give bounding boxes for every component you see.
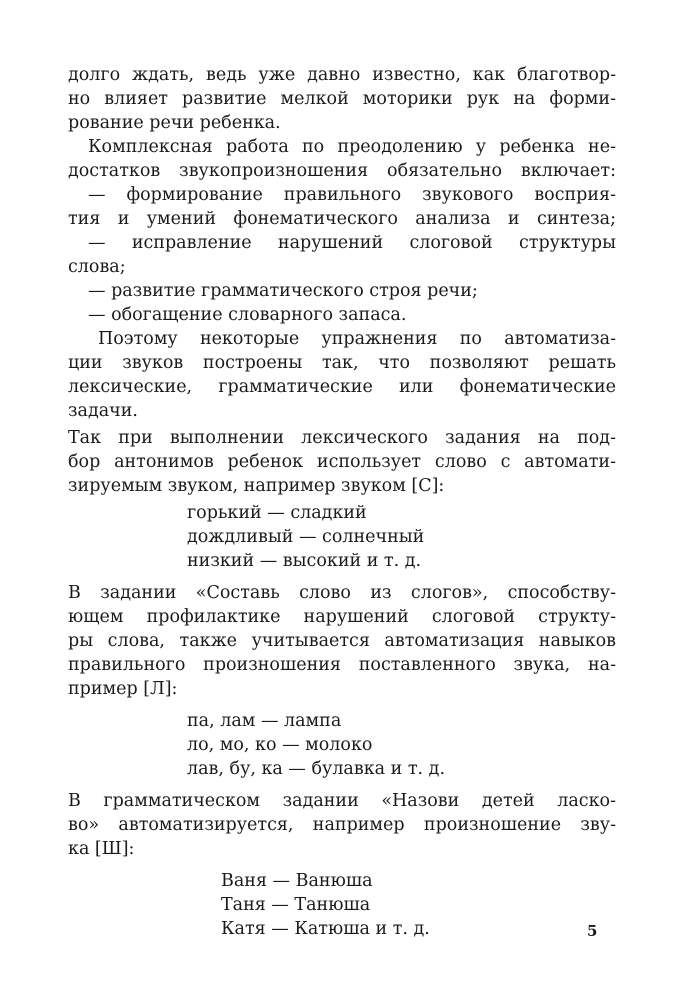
paragraph-syllables [68, 581, 616, 701]
text-line: В грамматическом задании «Назови детей ласко- [68, 791, 616, 811]
example-line: горький — сладкий [187, 503, 367, 523]
example-line: ло, мо, ко — молоко [187, 735, 373, 755]
text-line: тия и умений фонематического анализа и синтеза; [68, 209, 616, 229]
body-text [68, 63, 616, 941]
text-line: слова; [68, 257, 126, 277]
list-item: — формирование правильного звукового восприя- [88, 185, 616, 205]
spacer [68, 861, 616, 869]
text-line: пример [Л]: [68, 679, 178, 699]
paragraph-intro [68, 63, 616, 135]
example-line: Таня — Танюша [221, 895, 371, 915]
text-line: лексические, грамматические или фонематические [68, 377, 616, 397]
text-line: во» автоматизируется, например произношение зву- [68, 815, 616, 835]
list-item: — развитие грамматического строя речи; [88, 281, 478, 301]
text-line: ющем профилактике нарушений слоговой структу- [68, 607, 616, 627]
text-line: рование речи ребенка. [68, 113, 281, 133]
text-line: В задании «Составь слово из слогов», способству- [68, 583, 616, 603]
text-line: ры слова, также учитывается автоматизация навыков [68, 631, 616, 651]
list-item: — исправление нарушений слоговой структуры [88, 233, 616, 253]
example-antonyms [68, 501, 616, 573]
page-number: 5 [587, 922, 598, 940]
example-line: па, лам — лампа [187, 711, 342, 731]
text-line: задачи. [68, 401, 138, 421]
paragraph-lexical [68, 426, 616, 498]
text-line: правильного произношения поставленного звука, на- [68, 655, 616, 675]
example-diminutives [68, 869, 616, 941]
paragraph-complex-work [68, 135, 616, 183]
example-line: лав, бу, ка — булавка и т. д. [187, 759, 446, 779]
spacer [68, 781, 616, 789]
text-line: достатков звукопроизношения обязательно включает: [68, 161, 616, 181]
spacer [68, 573, 616, 581]
text-line: бор антонимов ребенок использует слово с автомати- [68, 452, 616, 472]
text-line: Так при выполнении лексического задания на под- [68, 428, 616, 448]
text-line: долго ждать, ведь уже давно известно, как благотвор- [68, 65, 616, 85]
example-syllables [68, 709, 616, 781]
paragraph-grammar [68, 789, 616, 861]
text-line: ции звуков построены так, что позволяют решать [68, 353, 616, 373]
text-line: Поэтому некоторые упражнения по автоматиза- [98, 329, 616, 349]
example-line: дождливый — солнечный [187, 527, 425, 547]
example-line: Ваня — Ванюша [221, 871, 373, 891]
example-line: низкий — высокий и т. д. [187, 551, 422, 571]
spacer [68, 701, 616, 709]
text-line: но влияет развитие мелкой моторики рук на форми- [68, 89, 616, 109]
list-item: — обогащение словарного запаса. [88, 305, 407, 325]
text-line: ка [Ш]: [68, 839, 135, 859]
text-line: Комплексная работа по преодолению у ребенка не- [88, 137, 616, 157]
paragraph-exercises [68, 327, 616, 423]
task-list [68, 183, 616, 327]
example-line: Катя — Катюша и т. д. [221, 919, 430, 939]
text-line: зируемым звуком, например звуком [С]: [68, 476, 445, 496]
